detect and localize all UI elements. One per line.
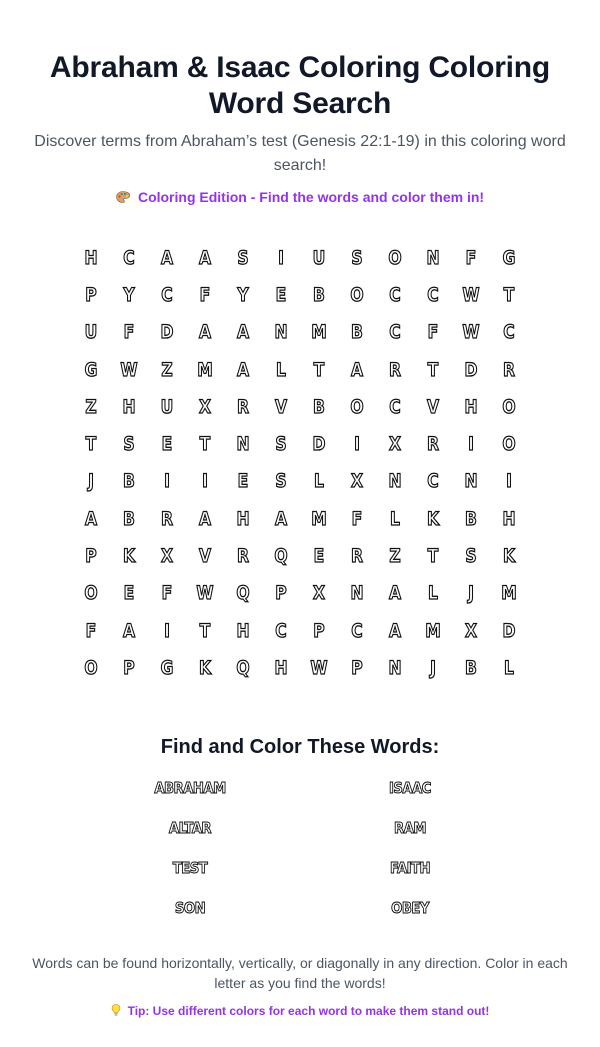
grid-cell[interactable]: C bbox=[427, 470, 439, 493]
grid-cell[interactable]: C bbox=[389, 283, 401, 306]
word-search-grid[interactable] bbox=[72, 239, 528, 687]
edition-banner bbox=[20, 187, 580, 207]
grid-cell[interactable]: S bbox=[123, 433, 135, 456]
grid-cell[interactable]: L bbox=[390, 507, 400, 530]
grid-cell[interactable]: D bbox=[160, 321, 174, 344]
grid-cell[interactable]: F bbox=[351, 507, 363, 530]
grid-cell[interactable]: A bbox=[274, 507, 288, 530]
grid-cell[interactable]: S bbox=[351, 246, 363, 269]
grid-cell[interactable]: U bbox=[312, 246, 326, 269]
grid-cell[interactable]: O bbox=[502, 395, 516, 418]
grid-cell[interactable]: P bbox=[313, 619, 325, 642]
grid-cell[interactable]: H bbox=[84, 246, 98, 269]
grid-cell[interactable]: H bbox=[464, 395, 478, 418]
grid-cell[interactable]: N bbox=[464, 470, 478, 493]
grid-cell[interactable]: I bbox=[164, 619, 170, 642]
grid-cell[interactable]: A bbox=[388, 582, 402, 605]
grid-cell[interactable]: H bbox=[236, 507, 250, 530]
grid-cell[interactable]: X bbox=[312, 582, 326, 605]
grid-cell[interactable]: O bbox=[350, 283, 364, 306]
palette-icon bbox=[116, 191, 130, 203]
grid-cell[interactable]: D bbox=[464, 358, 478, 381]
grid-cell[interactable]: X bbox=[160, 545, 174, 568]
grid-cell[interactable]: I bbox=[354, 433, 360, 456]
grid-cell[interactable]: T bbox=[503, 283, 515, 306]
grid-cell[interactable]: Q bbox=[274, 545, 288, 568]
tip-banner bbox=[20, 1003, 580, 1019]
grid-cell[interactable]: S bbox=[275, 470, 287, 493]
word-list-heading: Find and Color These Words: bbox=[160, 735, 440, 758]
grid-cell[interactable]: A bbox=[84, 507, 98, 530]
grid-cell[interactable]: M bbox=[311, 321, 327, 344]
grid-cell[interactable]: W bbox=[462, 283, 480, 306]
grid-cell[interactable]: A bbox=[198, 507, 212, 530]
grid-cell[interactable]: A bbox=[198, 246, 212, 269]
grid-cell[interactable]: U bbox=[160, 395, 174, 418]
grid-cell[interactable]: B bbox=[313, 283, 325, 306]
grid-cell[interactable]: E bbox=[237, 470, 249, 493]
grid-cell[interactable]: C bbox=[389, 395, 401, 418]
grid-cell[interactable]: H bbox=[122, 395, 136, 418]
grid-cell[interactable]: I bbox=[202, 470, 208, 493]
grid-cell[interactable]: Q bbox=[236, 582, 250, 605]
lightbulb-icon bbox=[111, 1004, 121, 1016]
grid-cell[interactable]: Z bbox=[161, 358, 173, 381]
grid-cell[interactable]: P bbox=[123, 656, 135, 679]
grid-cell[interactable]: X bbox=[198, 395, 212, 418]
grid-cell[interactable]: J bbox=[88, 470, 94, 493]
grid-cell[interactable]: L bbox=[428, 582, 438, 605]
grid-cell[interactable]: M bbox=[501, 582, 517, 605]
grid-cell[interactable]: P bbox=[351, 656, 363, 679]
grid-cell[interactable]: O bbox=[84, 656, 98, 679]
grid-cell[interactable]: S bbox=[275, 433, 287, 456]
grid-cell[interactable]: E bbox=[313, 545, 325, 568]
grid-cell[interactable]: E bbox=[161, 433, 173, 456]
grid-cell[interactable]: I bbox=[506, 470, 512, 493]
grid-cell[interactable]: R bbox=[236, 395, 249, 418]
grid-cell[interactable]: L bbox=[276, 358, 286, 381]
grid-cell[interactable]: F bbox=[199, 283, 211, 306]
grid-cell[interactable]: I bbox=[278, 246, 284, 269]
grid-cell[interactable]: P bbox=[85, 283, 97, 306]
grid-cell[interactable]: R bbox=[502, 358, 515, 381]
grid-cell[interactable]: D bbox=[312, 433, 326, 456]
word-list-item: RAM bbox=[394, 818, 426, 837]
grid-cell[interactable]: C bbox=[389, 321, 401, 344]
grid-cell[interactable]: R bbox=[426, 433, 439, 456]
grid-cell[interactable]: C bbox=[123, 246, 135, 269]
word-list-item: ALTAR bbox=[168, 818, 212, 837]
grid-cell[interactable]: C bbox=[161, 283, 173, 306]
grid-cell[interactable]: F bbox=[161, 582, 173, 605]
grid-cell[interactable]: I bbox=[164, 470, 170, 493]
grid-cell[interactable]: R bbox=[236, 545, 249, 568]
grid-cell[interactable]: W bbox=[196, 582, 214, 605]
grid-cell[interactable]: B bbox=[465, 507, 477, 530]
grid-cell[interactable]: H bbox=[502, 507, 516, 530]
grid-cell[interactable]: H bbox=[274, 656, 288, 679]
edition-text: Coloring Edition - Find the words and color them in! bbox=[137, 189, 485, 205]
grid-cell[interactable]: C bbox=[351, 619, 363, 642]
grid-cell[interactable]: F bbox=[427, 321, 439, 344]
grid-cell[interactable]: T bbox=[199, 619, 211, 642]
grid-cell[interactable]: P bbox=[85, 545, 97, 568]
grid-cell[interactable]: A bbox=[122, 619, 136, 642]
grid-cell[interactable]: C bbox=[427, 283, 439, 306]
grid-cell[interactable]: C bbox=[275, 619, 287, 642]
grid-cell[interactable]: G bbox=[160, 656, 174, 679]
grid-cell[interactable]: Y bbox=[237, 283, 249, 306]
grid-cell[interactable]: S bbox=[465, 545, 477, 568]
grid-cell[interactable]: V bbox=[274, 395, 288, 418]
grid-cell[interactable]: Z bbox=[389, 545, 401, 568]
tip-text: Tip: Use different colors for each word to make them stand out! bbox=[127, 1003, 490, 1018]
grid-cell[interactable]: C bbox=[503, 321, 515, 344]
grid-cell[interactable]: L bbox=[314, 470, 324, 493]
grid-cell[interactable]: T bbox=[427, 358, 439, 381]
grid-cell[interactable]: A bbox=[198, 321, 212, 344]
grid-cell[interactable]: A bbox=[236, 321, 250, 344]
grid-cell[interactable]: K bbox=[122, 545, 136, 568]
grid-cell[interactable]: N bbox=[388, 470, 402, 493]
grid-cell[interactable]: W bbox=[462, 321, 480, 344]
grid-cell[interactable]: M bbox=[425, 619, 441, 642]
grid-cell[interactable]: R bbox=[350, 545, 363, 568]
grid-cell[interactable]: G bbox=[502, 246, 516, 269]
grid-cell[interactable]: O bbox=[388, 246, 402, 269]
grid-cell[interactable]: S bbox=[237, 246, 249, 269]
grid-cell[interactable]: A bbox=[350, 358, 364, 381]
grid-cell[interactable]: A bbox=[236, 358, 250, 381]
grid-cell[interactable]: R bbox=[388, 358, 401, 381]
word-list-item: TEST bbox=[172, 858, 208, 877]
grid-cell[interactable]: J bbox=[430, 656, 436, 679]
grid-cell[interactable]: Q bbox=[236, 656, 250, 679]
grid-cell[interactable]: U bbox=[84, 321, 98, 344]
grid-cell[interactable]: O bbox=[502, 433, 516, 456]
grid-cell[interactable]: N bbox=[236, 433, 250, 456]
grid-cell[interactable]: I bbox=[468, 433, 474, 456]
grid-cell[interactable]: T bbox=[427, 545, 439, 568]
grid-cell[interactable]: F bbox=[465, 246, 477, 269]
grid-cell[interactable]: E bbox=[275, 283, 287, 306]
grid-cell[interactable]: M bbox=[311, 507, 327, 530]
grid-cell[interactable]: Y bbox=[123, 283, 135, 306]
page-subtitle: Discover terms from Abraham’s test (Genesis 22:1-19) in this coloring word search! bbox=[34, 133, 566, 174]
grid-cell[interactable]: A bbox=[160, 246, 174, 269]
grid-cell[interactable]: K bbox=[426, 507, 440, 530]
grid-cell[interactable]: T bbox=[199, 433, 211, 456]
grid-cell[interactable]: V bbox=[426, 395, 440, 418]
grid-cell[interactable]: B bbox=[351, 321, 363, 344]
grid-cell[interactable]: N bbox=[274, 321, 288, 344]
grid-cell[interactable]: O bbox=[350, 395, 364, 418]
word-list-item: OBEY bbox=[391, 898, 429, 917]
grid-cell[interactable]: W bbox=[120, 358, 138, 381]
grid-cell[interactable]: R bbox=[160, 507, 173, 530]
instructions-text: Words can be found horizontally, vertically, or diagonally in any direction. Color in each letter as you find the words! bbox=[32, 954, 568, 991]
grid-cell[interactable]: D bbox=[502, 619, 516, 642]
grid-cell[interactable]: B bbox=[123, 507, 135, 530]
grid-cell[interactable]: W bbox=[310, 656, 328, 679]
grid-cell[interactable]: P bbox=[275, 582, 287, 605]
grid-cell[interactable]: M bbox=[197, 358, 213, 381]
grid-cell[interactable]: F bbox=[85, 619, 97, 642]
grid-cell[interactable]: X bbox=[350, 470, 364, 493]
grid-cell[interactable]: X bbox=[464, 619, 478, 642]
word-list-item: SON bbox=[174, 898, 206, 917]
grid-cell[interactable]: V bbox=[198, 545, 212, 568]
word-list-item: ISAAC bbox=[389, 778, 431, 797]
grid-cell[interactable]: Z bbox=[85, 395, 97, 418]
grid-cell[interactable]: B bbox=[123, 470, 135, 493]
word-list-item: ABRAHAM bbox=[154, 778, 226, 797]
grid-cell[interactable]: H bbox=[236, 619, 250, 642]
word-list-item: FAITH bbox=[389, 858, 431, 877]
grid-cell[interactable]: X bbox=[388, 433, 402, 456]
grid-cell[interactable]: J bbox=[468, 582, 474, 605]
grid-cell[interactable]: N bbox=[388, 656, 402, 679]
grid-cell[interactable]: A bbox=[388, 619, 402, 642]
grid-cell[interactable]: B bbox=[465, 656, 477, 679]
grid-cell[interactable]: G bbox=[84, 358, 98, 381]
grid-cell[interactable]: B bbox=[313, 395, 325, 418]
grid-cell[interactable]: K bbox=[198, 656, 212, 679]
grid-cell[interactable]: N bbox=[426, 246, 440, 269]
grid-cell[interactable]: O bbox=[84, 582, 98, 605]
grid-cell[interactable]: K bbox=[502, 545, 516, 568]
page-title: Abraham & Isaac Coloring Coloring Word Search bbox=[49, 51, 551, 120]
grid-cell[interactable]: N bbox=[350, 582, 364, 605]
grid-cell[interactable]: L bbox=[504, 656, 514, 679]
word-list bbox=[80, 779, 520, 939]
grid-cell[interactable]: E bbox=[123, 582, 135, 605]
grid-cell[interactable]: T bbox=[313, 358, 325, 381]
grid-cell[interactable]: T bbox=[85, 433, 97, 456]
grid-cell[interactable]: F bbox=[123, 321, 135, 344]
